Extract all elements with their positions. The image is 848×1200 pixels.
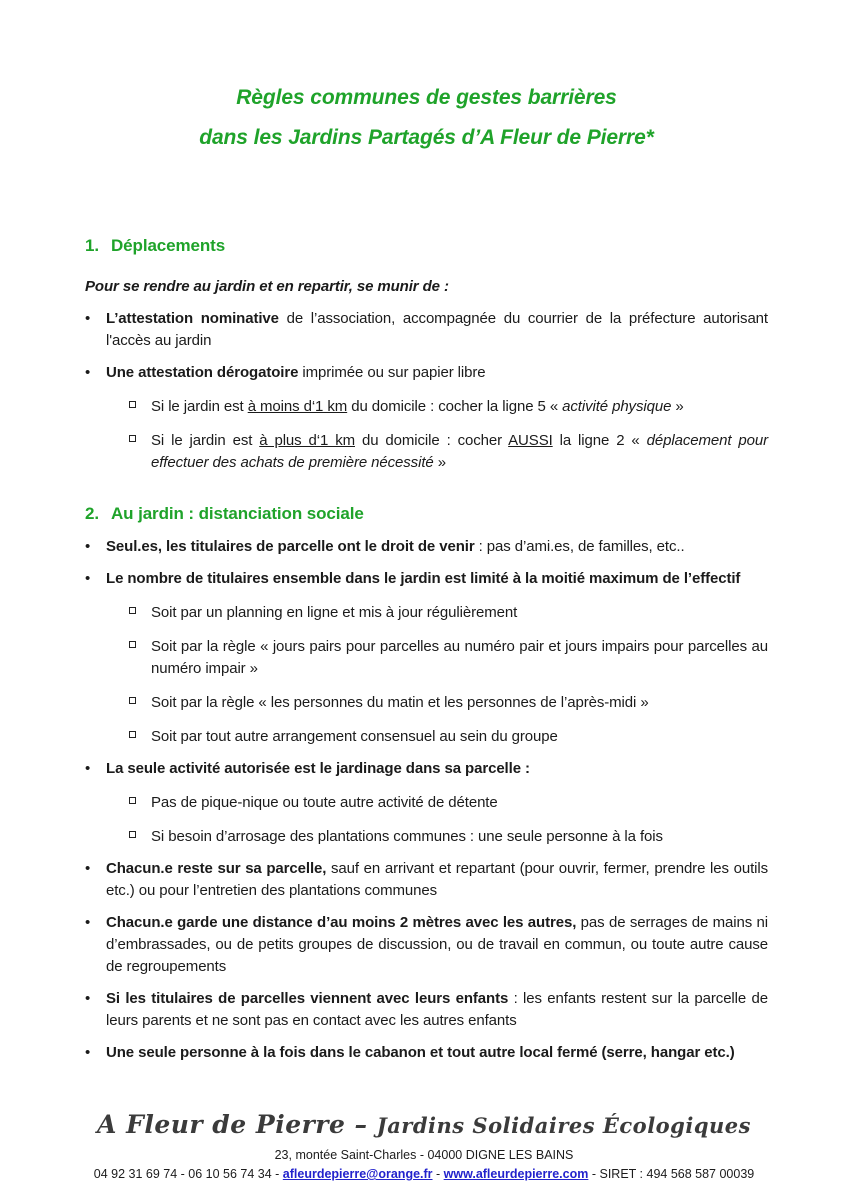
footer-contact [0, 1165, 848, 1184]
sub-bullet-icon [129, 602, 151, 624]
footer-address: 23, montée Saint-Charles - 04000 DIGNE LES BAINS [274, 1148, 574, 1162]
text-run: Chacun.e garde une distance d’au moins 2 mètres avec les autres, [106, 914, 577, 931]
bullet-icon: • [85, 760, 91, 777]
sub-list-item [129, 636, 768, 680]
list-item [85, 536, 768, 558]
sub-list-item [129, 396, 768, 418]
list-item-text [106, 568, 768, 590]
text-run: Si les titulaires de parcelles viennent avec leurs enfants [106, 990, 509, 1007]
bullet-icon: • [85, 310, 91, 327]
logo-name: A Fleur de Pierre [97, 1110, 346, 1139]
text-run: imprimée ou sur papier libre [298, 364, 486, 381]
list-item-text [106, 536, 768, 558]
list-item-text [106, 912, 768, 978]
sub-list-item-text: Soit par la règle « les personnes du matin et les personnes de l’après-midi » [151, 694, 649, 711]
list-item [85, 912, 768, 978]
list-item-text [106, 308, 768, 352]
text-run: AUSSI [508, 432, 553, 449]
section2-heading [85, 502, 768, 526]
section1-label: Déplacements [111, 236, 226, 255]
text-run: du domicile : cocher la ligne 5 « [347, 398, 563, 415]
list-item [85, 568, 768, 590]
text-run: Une seule personne à la fois dans le cabanon et tout autre local fermé (serre, hangar etc.) [106, 1044, 735, 1061]
footer-siret: - SIRET : 494 568 587 00039 [588, 1167, 755, 1181]
section2-label: Au jardin : distanciation sociale [111, 504, 364, 523]
sub-bullet-icon [129, 396, 151, 418]
document-title-line2: dans les Jardins Partagés d’A Fleur de Pierre* [199, 126, 654, 149]
sub-bullet-icon [129, 726, 151, 748]
sub-list-item [129, 602, 768, 624]
section2-number: 2. [85, 504, 99, 523]
text-run: La seule activité autorisée est le jardinage dans sa parcelle : [106, 760, 530, 777]
text-run: à moins d‘1 km [247, 398, 348, 415]
bullet-icon: • [85, 364, 91, 381]
sub-list-item [129, 430, 768, 474]
footer-separator: - [432, 1167, 444, 1181]
text-run: de l’association, accompagnée du courrier de la préfecture autorisant l'accès au jardin [106, 310, 768, 349]
sub-list-item-text: Pas de pique-nique ou toute autre activité de détente [151, 794, 498, 811]
text-run: » [671, 398, 684, 415]
logo-tagline: Jardins Solidaires Écologiques [376, 1113, 751, 1138]
email-link[interactable]: afleurdepierre@orange.fr [282, 1167, 433, 1181]
sub-list-item-text: Soit par tout autre arrangement consensuel au sein du groupe [151, 728, 558, 745]
text-run: Le nombre de titulaires ensemble dans le jardin est limité à la moitié maximum de l’effectif [106, 570, 741, 587]
text-run: sauf en arrivant et repartant (pour ouvrir, fermer, prendre les outils etc.) ou pour l’entretien des plantations communes [106, 860, 768, 899]
bullet-icon: • [85, 538, 91, 555]
list-item [85, 1042, 768, 1064]
list-item-text [106, 858, 768, 902]
text-run: à plus d‘1 km [259, 432, 355, 449]
text-run: Chacun.e reste sur sa parcelle, [106, 860, 327, 877]
sub-list-item [129, 826, 768, 848]
section1-heading [85, 234, 768, 258]
sub-list-item-text [151, 396, 768, 418]
text-run: Si le jardin est [151, 398, 248, 415]
text-run: activité physique [562, 398, 672, 415]
text-run: pas de serrages de mains ni d’embrassades, ou de petits groupes de discussion, ou de travail en commun, ou toute autre cause de regroupements [106, 914, 769, 975]
list-item-text [106, 362, 768, 384]
list-item [85, 758, 768, 780]
document-title-line1: Règles communes de gestes barrières [236, 86, 617, 109]
document-title [85, 78, 768, 158]
text-run: Si le jardin est [151, 432, 260, 449]
list-item-text [106, 1042, 768, 1064]
logo-separator: – [345, 1110, 377, 1139]
list-item [85, 308, 768, 352]
list-item-text [106, 758, 768, 780]
text-run: du domicile : cocher [355, 432, 509, 449]
sub-list-item-text: Soit par la règle « jours pairs pour parcelles au numéro pair et jours impairs pour parcelles au numéro impair » [151, 638, 768, 677]
text-run: : pas d’ami.es, de familles, etc.. [474, 538, 685, 555]
section1-intro: Pour se rendre au jardin et en repartir, se munir de : [85, 278, 449, 295]
sub-list-item-text: Soit par un planning en ligne et mis à jour régulièrement [151, 604, 518, 621]
footer-phones: 04 92 31 69 74 - 06 10 56 74 34 - [93, 1167, 283, 1181]
list-item [85, 362, 768, 384]
sub-list-item-text: Si besoin d’arrosage des plantations communes : une seule personne à la fois [151, 828, 663, 845]
bullet-icon: • [85, 860, 91, 877]
bullet-icon: • [85, 990, 91, 1007]
section1-number: 1. [85, 236, 99, 255]
list-item [85, 988, 768, 1032]
text-run: : les enfants restent sur la parcelle de leurs parents et ne sont pas en contact avec les autres enfants [106, 990, 768, 1029]
text-run: Seul.es, les titulaires de parcelle ont le droit de venir [106, 538, 475, 555]
sub-bullet-icon [129, 430, 151, 474]
text-run: déplacement pour effectuer des achats de première nécessité [151, 432, 768, 471]
bullet-icon: • [85, 1044, 91, 1061]
text-run: L’attestation nominative [106, 310, 279, 327]
document-footer [0, 1109, 848, 1184]
sub-bullet-icon [129, 826, 151, 848]
sub-bullet-icon [129, 792, 151, 814]
text-run: » [433, 454, 446, 471]
text-run: Une attestation dérogatoire [106, 364, 299, 381]
sub-list-item [129, 726, 768, 748]
list-item [85, 858, 768, 902]
sub-list-item-text [151, 430, 768, 474]
bullet-icon: • [85, 914, 91, 931]
list-item-text [106, 988, 768, 1032]
sub-list-item [129, 792, 768, 814]
association-logo [0, 1109, 848, 1142]
sub-list-item [129, 692, 768, 714]
website-link[interactable]: www.afleurdepierre.com [443, 1167, 589, 1181]
bullet-icon: • [85, 570, 91, 587]
text-run: la ligne 2 « [552, 432, 647, 449]
sub-bullet-icon [129, 636, 151, 680]
sub-bullet-icon [129, 692, 151, 714]
